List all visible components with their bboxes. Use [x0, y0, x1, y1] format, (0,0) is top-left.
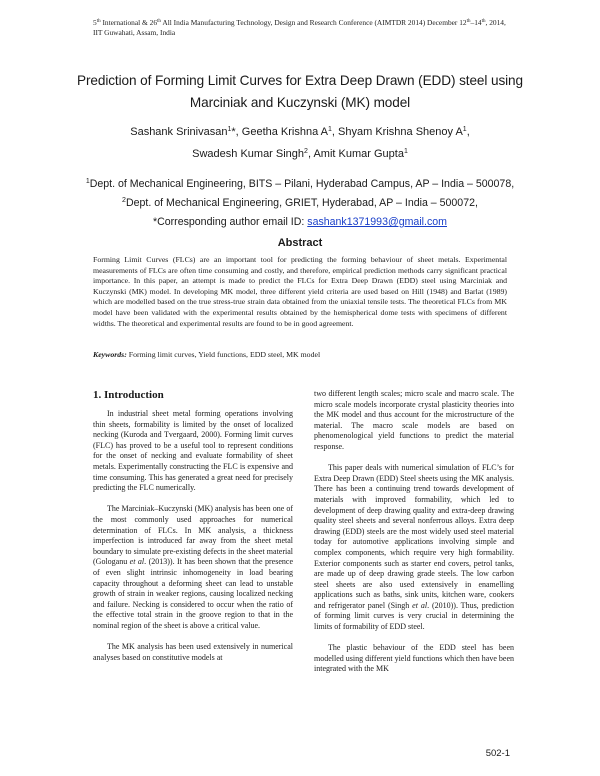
- affiliations: [60, 175, 540, 232]
- conference-header: [93, 18, 523, 38]
- paragraph: This paper deals with numerical simulation of FLC’s for Extra Deep Drawn (EDD) Steel sheets using the MK analysis. There has been a continuing trend towards development of materials with improved formability, which led to development of deep drawing quality and extra-deep drawing quality steel sheets and several nonferrous alloys. Extra deep drawing (EDD) steels are the most widely used steel material today for automotive applications involving simple and complex components, which require very high formability. Exterior components such as starter end covers, petrol tanks, are made up of deep drawing grade steels. The low carbon steel sheets are also used extensively in enamelling applications such as baths, sink units, kitchen ware, cookers and refrigerator panel (Singh et al. (2010)). Thus, prediction of forming limit curves is very crucial in determining the limits of formability of EDD steel.: [314, 463, 514, 632]
- affiliation-1: $^1$Dept. of Mechanical Engineering, BITS – Pilani, Hyderabad Campus, AP – India – 500078,: [85, 178, 515, 190]
- corresponding-author: *Corresponding author email ID: sashank1371993@gmail.com: [152, 216, 447, 228]
- keywords: [93, 350, 507, 360]
- paragraph: The Marciniak–Kuczynski (MK) analysis has been one of the most commonly used approaches for numerical determination of FLCs. In MK analysis, a thickness imperfection is introduced far away from the sheet metal boundary to simulate pre-existing defects in the sheet material (Gologanu et al. (2013)). It has been shown that the presence of even slight intrinsic inhomogeneity in load bearing capacity throughout a deforming sheet can lead to unstable growth of strain in weaker regions, causing localized necking and failure. Necking is considered to occur when the ratio of the effective total strain in the groove region to that in the nominal region of the sheet is above a critical value.: [93, 504, 293, 630]
- paragraph: In industrial sheet metal forming operations involving thin sheets, formability is limited by the onset of localized necking (Kuroda and Tvergaard, 2000). Forming limit curves (FLC) has proved to be a useful tool to represent conditions for the onset of necking and evaluate formability of sheet metals. Experimentally constructing the FLC is expensive and time consuming. This has generated a great need for precisely predicting the FLC numerically.: [93, 409, 293, 493]
- section-heading-introduction: 1. Introduction: [93, 389, 164, 401]
- author-name: Sashank Srinivasan: [130, 126, 228, 138]
- author-list: [60, 121, 540, 165]
- right-column: [314, 389, 514, 686]
- abstract-heading: Abstract: [277, 237, 323, 249]
- author-name: Geetha Krishna A: [241, 126, 329, 138]
- author-line-2: Swadesh Kumar Singh$^2$, Amit Kumar Gupta$^1$: [192, 148, 408, 160]
- author-name: Swadesh Kumar Singh: [192, 148, 305, 160]
- paragraph: The MK analysis has been used extensively in numerical analyses based on constitutive models at: [93, 642, 293, 662]
- paper-title: Prediction of Forming Limit Curves for Extra Deep Drawn (EDD) steel using Marciniak and Kuczynski (MK) model: [77, 73, 523, 110]
- conference-line-1: 5th International & 26th All India Manufacturing Technology, Design and Research Conference (AIMTDR 2014) December 12th–14th, 2014,: [93, 18, 506, 27]
- paragraph: two different length scales; micro scale and macro scale. The micro scale models incorporate crystal plasticity theories into the MK model and thus account for the microstructure of the material. The macro scale models are based on phenomenological yield functions to predict the material response.: [314, 389, 514, 451]
- paragraph: The plastic behaviour of the EDD steel has been modelled using different yield functions which then have been integrated with the MK: [314, 643, 514, 674]
- keywords-label: Keywords:: [93, 350, 127, 359]
- author-name: Shyam Krishna Shenoy A: [338, 126, 463, 138]
- page-number: 502-1: [485, 748, 510, 759]
- author-name: Amit Kumar Gupta: [313, 148, 404, 160]
- email-link[interactable]: sashank1371993@gmail.com: [307, 216, 447, 228]
- conference-line-2: IIT Guwahati, Assam, India: [93, 28, 176, 37]
- affiliation-2: $^2$Dept. of Mechanical Engineering, GRIET, Hyderabad, AP – India – 500072,: [122, 197, 478, 209]
- abstract-text: Forming Limit Curves (FLCs) are an important tool for predicting the forming behaviour of sheet metals. Experimental measurements of FLCs are often time consuming and costly, and therefore, empirical prediction methods carry significant practical importance. In this paper, an attempt is made to predict the FLCs for Extra Deep Drawn (EDD) steel using Marciniak and Kuczynski (MK) model. In developing MK model, three different yield criteria are used based on Hill (1948) and Barlat (1989) which are modelled based on the true stress-true strain data obtained from the uniaxial tensile tests. The theoretical FLCs from MK model have been validated with the experimental results obtained by the hemispherical dome tests with specimens of different widths. The theoretical and experimental results are found to be in good agreement.: [93, 255, 507, 328]
- left-column: [93, 409, 293, 674]
- keywords-text: Forming limit curves, Yield functions, EDD steel, MK model: [126, 350, 321, 359]
- author-line-1: Sashank Srinivasan$^1$*, Geetha Krishna $A^1$, Shyam Krishna Shenoy $A^1$,: [130, 126, 470, 138]
